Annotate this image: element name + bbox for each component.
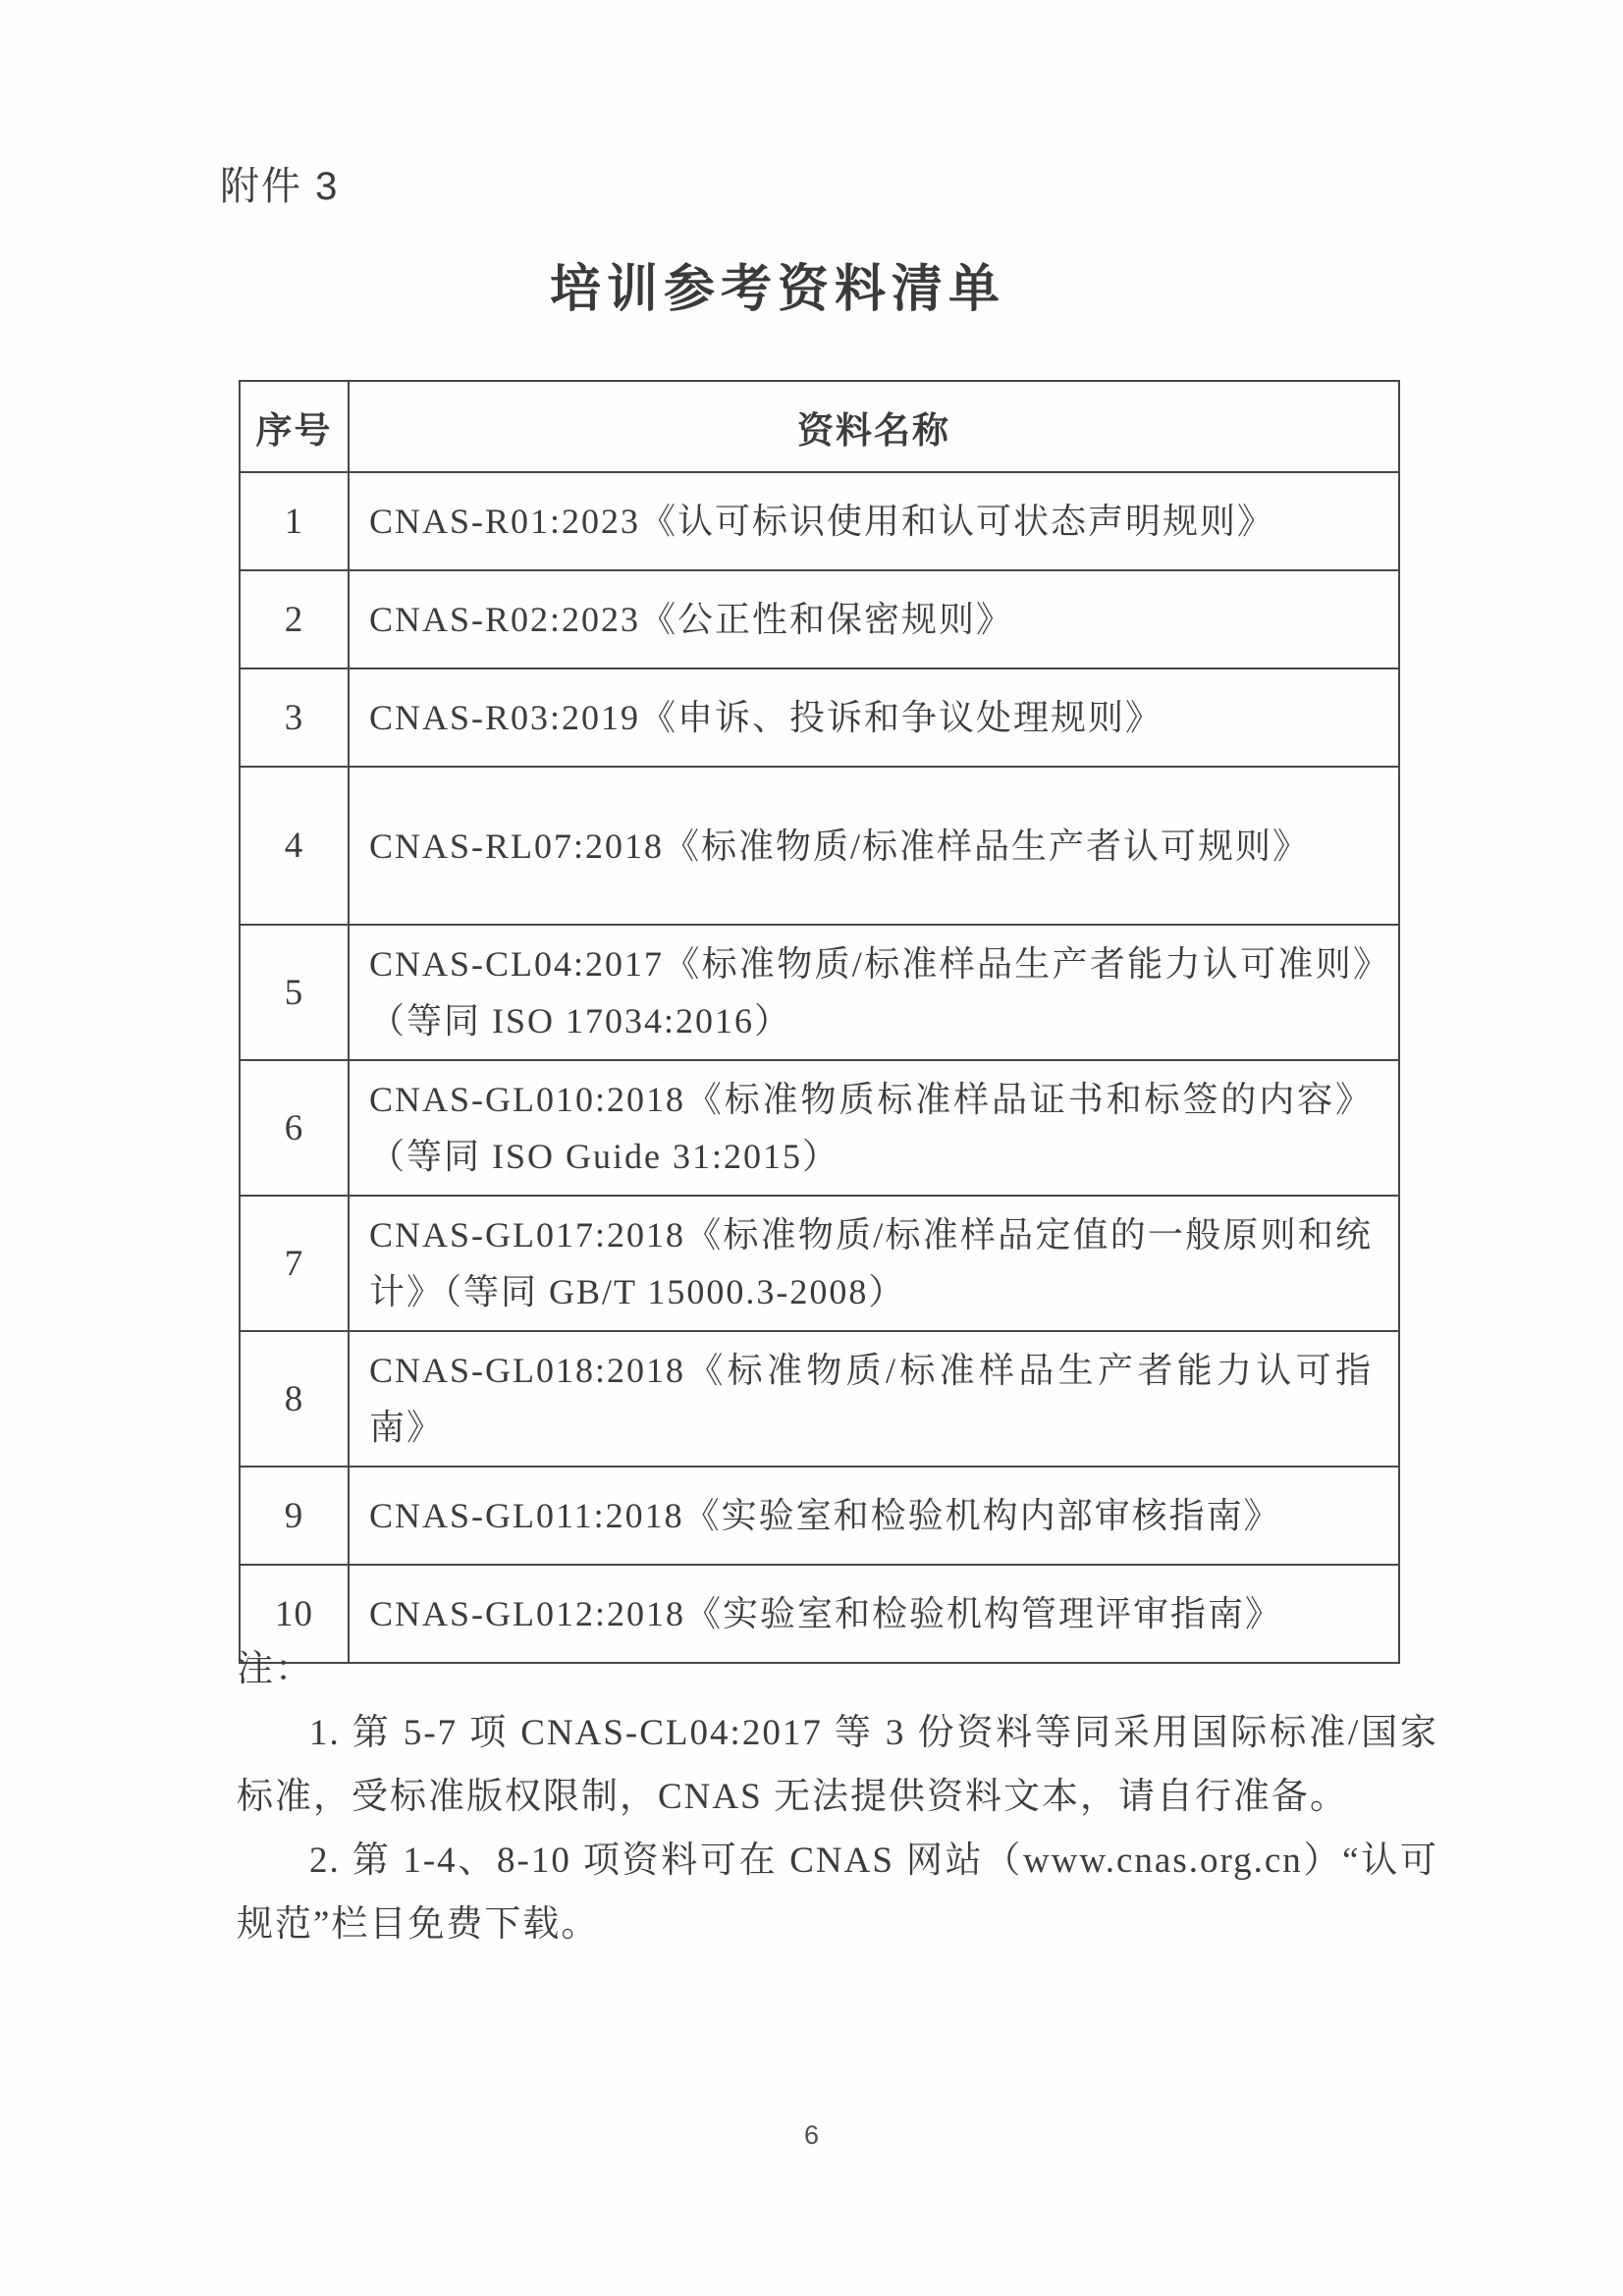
table-header-row: [240, 381, 1399, 472]
row-number-cell: 10: [240, 1565, 349, 1663]
table-row: [240, 925, 1399, 1060]
materials-table: [239, 380, 1400, 1664]
row-number-cell: 7: [240, 1196, 349, 1331]
row-number-cell: 6: [240, 1060, 349, 1196]
note-item-2: 2. 第 1-4、8-10 项资料可在 CNAS 网站（www.cnas.org.cn）“认可规范”栏目免费下载。: [237, 1841, 1438, 1945]
material-name-cell: CNAS-GL017:2018《标准物质/标准样品定值的一般原则和统计》（等同 GB/T 15000.3-2008）: [349, 1196, 1399, 1331]
table-row: [240, 570, 1399, 668]
notes-label: 注：: [237, 1649, 313, 1689]
attachment-label: 附件 3: [220, 165, 340, 208]
material-name-cell: CNAS-GL010:2018《标准物质标准样品证书和标签的内容》（等同 ISO Guide 31:2015）: [349, 1060, 1399, 1196]
material-name-cell: CNAS-R02:2023《公正性和保密规则》: [349, 570, 1399, 668]
table-row: [240, 668, 1399, 767]
page-number: 6: [803, 2120, 820, 2150]
row-number-cell: 4: [240, 767, 349, 925]
material-name-cell: CNAS-GL012:2018《实验室和检验机构管理评审指南》: [349, 1565, 1399, 1663]
table-row: [240, 1060, 1399, 1196]
table-row: [240, 1467, 1399, 1565]
row-number-cell: 1: [240, 472, 349, 570]
material-name-cell: CNAS-GL018:2018《标准物质/标准样品生产者能力认可指南》: [349, 1331, 1399, 1467]
table-row: [240, 472, 1399, 570]
column-header-no: 序号: [240, 381, 349, 472]
material-name-cell: CNAS-R01:2023《认可标识使用和认可状态声明规则》: [349, 472, 1399, 570]
row-number-cell: 2: [240, 570, 349, 668]
table-row: [240, 1331, 1399, 1467]
material-name-cell: CNAS-CL04:2017《标准物质/标准样品生产者能力认可准则》（等同 ISO 17034:2016）: [349, 925, 1399, 1060]
note-item-1: 1. 第 5-7 项 CNAS-CL04:2017 等 3 份资料等同采用国际标准/国家标准，受标准版权限制，CNAS 无法提供资料文本，请自行准备。: [237, 1713, 1438, 1817]
row-number-cell: 3: [240, 668, 349, 767]
material-name-cell: CNAS-RL07:2018《标准物质/标准样品生产者认可规则》: [349, 767, 1399, 925]
table-row: [240, 767, 1399, 925]
material-name-cell: CNAS-R03:2019《申诉、投诉和争议处理规则》: [349, 668, 1399, 767]
row-number-cell: 9: [240, 1467, 349, 1565]
row-number-cell: 5: [240, 925, 349, 1060]
row-number-cell: 8: [240, 1331, 349, 1467]
material-name-cell: CNAS-GL011:2018《实验室和检验机构内部审核指南》: [349, 1467, 1399, 1565]
page-title: 培训参考资料清单: [550, 261, 1006, 318]
table-row: [240, 1196, 1399, 1331]
notes-section: [237, 1637, 1438, 1956]
column-header-name: 资料名称: [349, 381, 1399, 472]
